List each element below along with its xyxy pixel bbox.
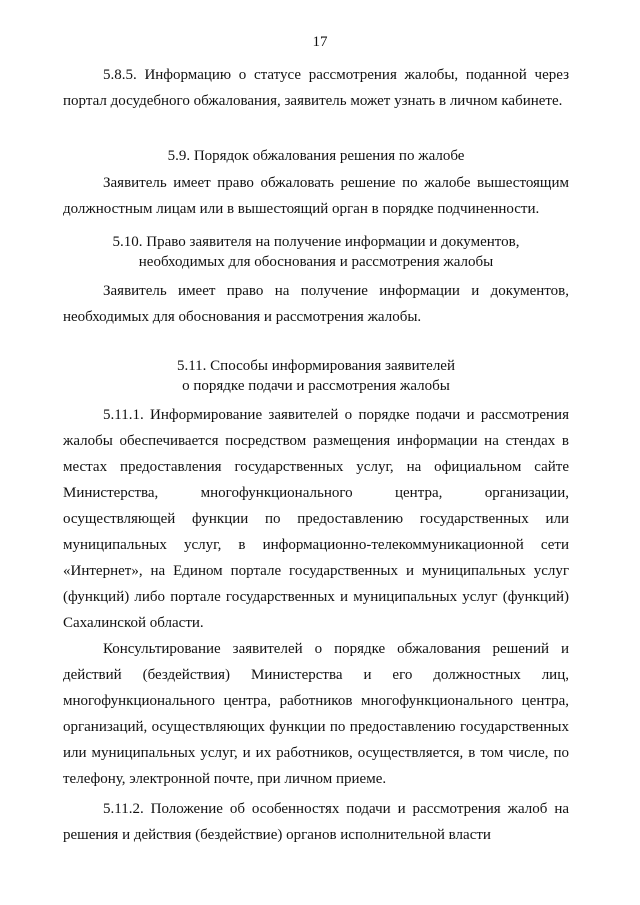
heading-5-11-line-2: о порядке подачи и рассмотрения жалобы	[182, 378, 450, 394]
paragraph-5-11-1: 5.11.1. Информирование заявителей о порядке подачи и рассмотрения жалобы обеспечивается посредством размещения информации на стендах в местах предоставления государственных услуг, на официальном сайте Министерства, многофункционального центра, организации, осуществляющей функции по предоставлению государственных или муниципальных услуг, в информационно-телекоммуникационной сети «Интернет», на Едином портале государственных и муниципальных услуг (функций) либо портале государственных и муниципальных услуг (функций) Сахалинской области.	[63, 407, 569, 631]
heading-5-10-line-2: необходимых для обоснования и рассмотрения жалобы	[138, 254, 494, 270]
heading-5-10-line-1: 5.10. Право заявителя на получение информации и документов,	[112, 234, 520, 250]
paragraph-consultation: Консультирование заявителей о порядке обжалования решений и действий (бездействия) Министерства и его должностных лиц, многофункционального центра, работников многофункционального центра, организаций, осуществляющих функции по предоставлению государственных или муниципальных услуг, и их работников, осуществляется, в том числе, по телефону, электронной почте, при личном приеме.	[63, 641, 569, 787]
heading-5-11-line-1: 5.11. Способы информирования заявителей	[176, 358, 455, 374]
paragraph-5-8-5: 5.8.5. Информацию о статусе рассмотрения жалобы, поданной через портал досудебного обжалования, заявитель может узнать в личном кабинете.	[63, 67, 569, 109]
paragraph-5-9: Заявитель имеет право обжаловать решение по жалобе вышестоящим должностным лицам или в вышестоящий орган в порядке подчиненности.	[63, 175, 569, 217]
heading-5-11	[63, 356, 569, 396]
page-number: 17	[312, 34, 328, 50]
paragraph-5-10: Заявитель имеет право на получение информации и документов, необходимых для обоснования и рассмотрения жалобы.	[63, 283, 569, 325]
heading-5-10	[63, 232, 569, 272]
heading-5-9: 5.9. Порядок обжалования решения по жалобе	[167, 148, 465, 164]
paragraph-5-11-2: 5.11.2. Положение об особенностях подачи и рассмотрения жалоб на решения и действия (бездействие) органов исполнительной власти	[63, 801, 569, 843]
